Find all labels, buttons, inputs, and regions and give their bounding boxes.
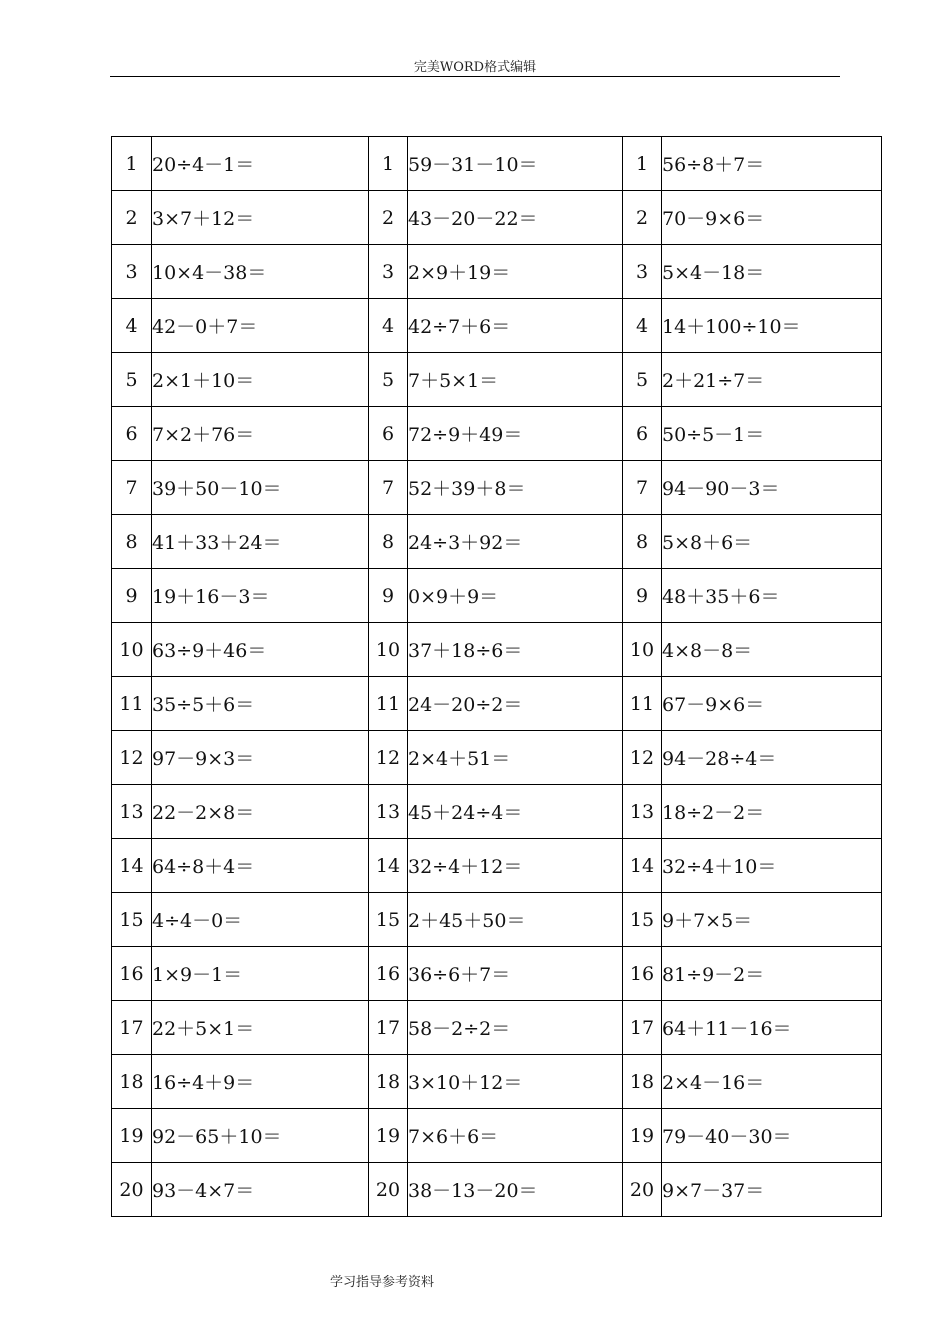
problem-expression: 59－31－10＝ <box>408 137 623 191</box>
problem-expression: 7×6＋6＝ <box>408 1109 623 1163</box>
table-row <box>112 407 882 461</box>
problem-number: 3 <box>112 245 152 299</box>
problem-expression: 7＋5×1＝ <box>408 353 623 407</box>
problem-expression: 58－2÷2＝ <box>408 1001 623 1055</box>
problem-expression: 64÷8＋4＝ <box>152 839 369 893</box>
problem-number: 18 <box>369 1055 408 1109</box>
problem-number: 2 <box>623 191 662 245</box>
table-row <box>112 245 882 299</box>
problem-number: 1 <box>623 137 662 191</box>
problem-expression: 38－13－20＝ <box>408 1163 623 1217</box>
table-row <box>112 1163 882 1217</box>
problem-number: 9 <box>112 569 152 623</box>
table-row <box>112 569 882 623</box>
problem-number: 5 <box>623 353 662 407</box>
problem-expression: 94－90－3＝ <box>662 461 882 515</box>
problem-expression: 3×10＋12＝ <box>408 1055 623 1109</box>
problem-number: 19 <box>623 1109 662 1163</box>
problem-expression: 2×1＋10＝ <box>152 353 369 407</box>
table-row <box>112 1001 882 1055</box>
problem-number: 5 <box>112 353 152 407</box>
problem-expression: 63÷9＋46＝ <box>152 623 369 677</box>
problem-expression: 4÷4－0＝ <box>152 893 369 947</box>
problem-expression: 56÷8＋7＝ <box>662 137 882 191</box>
problem-expression: 5×8＋6＝ <box>662 515 882 569</box>
problem-expression: 9×7－37＝ <box>662 1163 882 1217</box>
problem-expression: 2×4＋51＝ <box>408 731 623 785</box>
problem-number: 18 <box>623 1055 662 1109</box>
table-row <box>112 137 882 191</box>
problem-number: 8 <box>112 515 152 569</box>
table-row <box>112 1109 882 1163</box>
problem-number: 3 <box>623 245 662 299</box>
problem-expression: 72÷9＋49＝ <box>408 407 623 461</box>
problem-number: 12 <box>112 731 152 785</box>
problem-expression: 93－4×7＝ <box>152 1163 369 1217</box>
problem-expression: 20÷4－1＝ <box>152 137 369 191</box>
problem-number: 17 <box>369 1001 408 1055</box>
problem-number: 16 <box>112 947 152 1001</box>
problem-number: 1 <box>112 137 152 191</box>
problem-expression: 67－9×6＝ <box>662 677 882 731</box>
problem-expression: 42÷7＋6＝ <box>408 299 623 353</box>
problem-expression: 3×7＋12＝ <box>152 191 369 245</box>
problem-expression: 16÷4＋9＝ <box>152 1055 369 1109</box>
problem-expression: 22＋5×1＝ <box>152 1001 369 1055</box>
table-row <box>112 623 882 677</box>
table-row <box>112 731 882 785</box>
problem-expression: 9＋7×5＝ <box>662 893 882 947</box>
problem-expression: 2×9＋19＝ <box>408 245 623 299</box>
problem-expression: 37＋18÷6＝ <box>408 623 623 677</box>
table-row <box>112 191 882 245</box>
problem-expression: 4×8－8＝ <box>662 623 882 677</box>
problem-number: 14 <box>369 839 408 893</box>
problem-expression: 35÷5＋6＝ <box>152 677 369 731</box>
page-header: 完美WORD格式编辑 <box>413 60 537 75</box>
table-row <box>112 677 882 731</box>
problem-number: 4 <box>623 299 662 353</box>
problem-number: 13 <box>369 785 408 839</box>
table-row <box>112 353 882 407</box>
problem-number: 15 <box>369 893 408 947</box>
problem-number: 4 <box>369 299 408 353</box>
problem-number: 4 <box>112 299 152 353</box>
problem-expression: 36÷6＋7＝ <box>408 947 623 1001</box>
problem-number: 19 <box>369 1109 408 1163</box>
table-row <box>112 947 882 1001</box>
problem-expression: 64＋11－16＝ <box>662 1001 882 1055</box>
problem-expression: 97－9×3＝ <box>152 731 369 785</box>
problem-number: 6 <box>369 407 408 461</box>
problem-expression: 14＋100÷10＝ <box>662 299 882 353</box>
problem-number: 7 <box>369 461 408 515</box>
problem-number: 14 <box>112 839 152 893</box>
problem-expression: 19＋16－3＝ <box>152 569 369 623</box>
problem-number: 20 <box>369 1163 408 1217</box>
problem-number: 20 <box>112 1163 152 1217</box>
problem-expression: 52＋39＋8＝ <box>408 461 623 515</box>
problem-expression: 92－65＋10＝ <box>152 1109 369 1163</box>
problem-expression: 48＋35＋6＝ <box>662 569 882 623</box>
table-row <box>112 461 882 515</box>
problem-expression: 43－20－22＝ <box>408 191 623 245</box>
problem-expression: 5×4－18＝ <box>662 245 882 299</box>
problem-number: 6 <box>112 407 152 461</box>
problem-number: 16 <box>369 947 408 1001</box>
problem-number: 19 <box>112 1109 152 1163</box>
problem-number: 15 <box>623 893 662 947</box>
problem-number: 17 <box>112 1001 152 1055</box>
header-rule <box>110 76 840 77</box>
problem-number: 18 <box>112 1055 152 1109</box>
table-row <box>112 893 882 947</box>
problem-expression: 24－20÷2＝ <box>408 677 623 731</box>
problem-number: 8 <box>369 515 408 569</box>
problem-number: 15 <box>112 893 152 947</box>
problem-number: 11 <box>112 677 152 731</box>
problem-expression: 2＋21÷7＝ <box>662 353 882 407</box>
problem-number: 7 <box>623 461 662 515</box>
table-row <box>112 785 882 839</box>
problem-expression: 10×4－38＝ <box>152 245 369 299</box>
problem-number: 2 <box>112 191 152 245</box>
table-row <box>112 1055 882 1109</box>
problem-expression: 32÷4＋10＝ <box>662 839 882 893</box>
problem-expression: 18÷2－2＝ <box>662 785 882 839</box>
page-footer: 学习指导参考资料 <box>330 1275 435 1290</box>
table-row <box>112 839 882 893</box>
problem-expression: 2×4－16＝ <box>662 1055 882 1109</box>
problem-expression: 1×9－1＝ <box>152 947 369 1001</box>
problem-number: 10 <box>112 623 152 677</box>
problem-number: 8 <box>623 515 662 569</box>
table-row <box>112 515 882 569</box>
problem-expression: 7×2＋76＝ <box>152 407 369 461</box>
problem-expression: 22－2×8＝ <box>152 785 369 839</box>
problem-number: 1 <box>369 137 408 191</box>
problem-number: 10 <box>369 623 408 677</box>
problem-number: 9 <box>369 569 408 623</box>
problem-expression: 81÷9－2＝ <box>662 947 882 1001</box>
problem-number: 13 <box>112 785 152 839</box>
problem-expression: 41＋33＋24＝ <box>152 515 369 569</box>
problem-expression: 0×9＋9＝ <box>408 569 623 623</box>
problem-expression: 39＋50－10＝ <box>152 461 369 515</box>
problem-expression: 32÷4＋12＝ <box>408 839 623 893</box>
problem-expression: 70－9×6＝ <box>662 191 882 245</box>
problem-number: 12 <box>623 731 662 785</box>
problem-number: 9 <box>623 569 662 623</box>
problem-table <box>111 136 882 1217</box>
problem-number: 2 <box>369 191 408 245</box>
problem-number: 10 <box>623 623 662 677</box>
problem-table-body <box>112 137 882 1217</box>
problem-expression: 79－40－30＝ <box>662 1109 882 1163</box>
problem-number: 3 <box>369 245 408 299</box>
table-row <box>112 299 882 353</box>
problem-number: 17 <box>623 1001 662 1055</box>
problem-expression: 24÷3＋92＝ <box>408 515 623 569</box>
problem-expression: 2＋45＋50＝ <box>408 893 623 947</box>
problem-number: 20 <box>623 1163 662 1217</box>
problem-number: 16 <box>623 947 662 1001</box>
problem-number: 5 <box>369 353 408 407</box>
problem-number: 14 <box>623 839 662 893</box>
problem-number: 13 <box>623 785 662 839</box>
problem-number: 11 <box>369 677 408 731</box>
problem-expression: 42－0＋7＝ <box>152 299 369 353</box>
problem-number: 6 <box>623 407 662 461</box>
problem-expression: 45＋24÷4＝ <box>408 785 623 839</box>
problem-number: 12 <box>369 731 408 785</box>
problem-number: 11 <box>623 677 662 731</box>
problem-number: 7 <box>112 461 152 515</box>
problem-expression: 50÷5－1＝ <box>662 407 882 461</box>
problem-expression: 94－28÷4＝ <box>662 731 882 785</box>
